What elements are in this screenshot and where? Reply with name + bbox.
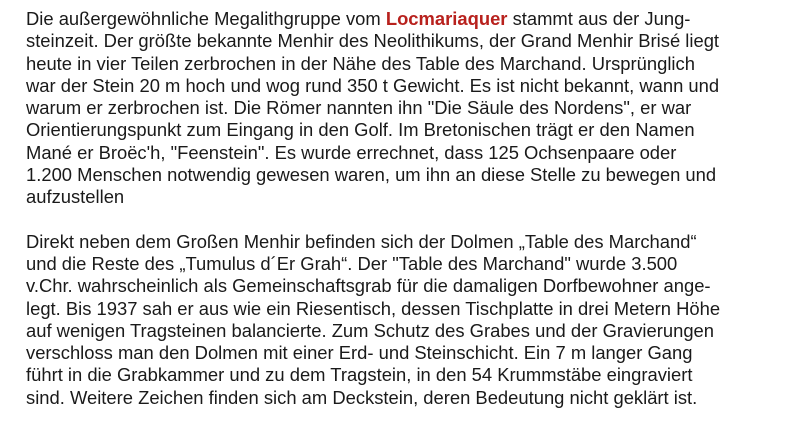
paragraph-dolmen-table-des-marchand [26,231,796,409]
document-body [26,8,796,409]
text-span: Die außergewöhnliche Megalithgruppe vom [26,8,386,29]
text-line: heute in vier Teilen zerbrochen in der Nähe des Table des Marchand. Ursprünglich [26,52,695,74]
text-line: 1.200 Menschen notwendig gewesen waren, um ihn an diese Stelle zu bewegen und [26,164,717,186]
paragraph-megalith-menhir [26,8,796,209]
text-line: auf wenigen Tragsteinen balancierte. Zum Schutz des Grabes und der Gravierungen [26,319,715,341]
text-line: Orientierungspunkt zum Eingang in den Golf. Im Bretonischen trägt er den Namen [26,119,695,141]
text-line: war der Stein 20 m hoch und wog rund 350 t Gewicht. Es ist nicht bekannt, wann und [26,74,720,96]
text-line: Direkt neben dem Großen Menhir befinden sich der Dolmen „Table des Marchand“ [26,230,697,252]
text-line: verschloss man den Dolmen mit einer Erd- und Steinschicht. Ein 7 m langer Gang [26,342,693,364]
text-line: und die Reste des „Tumulus d´Er Grah“. Der "Table des Marchand" wurde 3.500 [26,252,678,274]
highlighted-place-name: Locmariaquer [385,8,508,29]
text-line: führt in die Grabkammer und zu dem Tragstein, in den 54 Krummstäbe eingraviert [26,364,693,386]
text-line: warum er zerbrochen ist. Die Römer nannten ihn "Die Säule des Nordens", er war [26,97,692,119]
text-line: steinzeit. Der größte bekannte Menhir des Neolithikums, der Grand Menhir Brisé liegt [26,30,720,52]
text-line: aufzustellen [26,186,125,208]
text-span: stammt aus der Jung- [507,8,691,29]
text-line: Mané er Broëc'h, "Feenstein". Es wurde errechnet, dass 125 Ochsenpaare oder [26,141,677,163]
text-line [26,8,796,30]
text-line: v.Chr. wahrscheinlich als Gemeinschaftsgrab für die damaligen Dorfbewohner ange- [26,275,711,297]
text-line: sind. Weitere Zeichen finden sich am Deckstein, deren Bedeutung nicht geklärt ist. [26,386,698,408]
text-line: legt. Bis 1937 sah er aus wie ein Riesentisch, dessen Tischplatte in drei Metern Höhe [26,297,721,319]
